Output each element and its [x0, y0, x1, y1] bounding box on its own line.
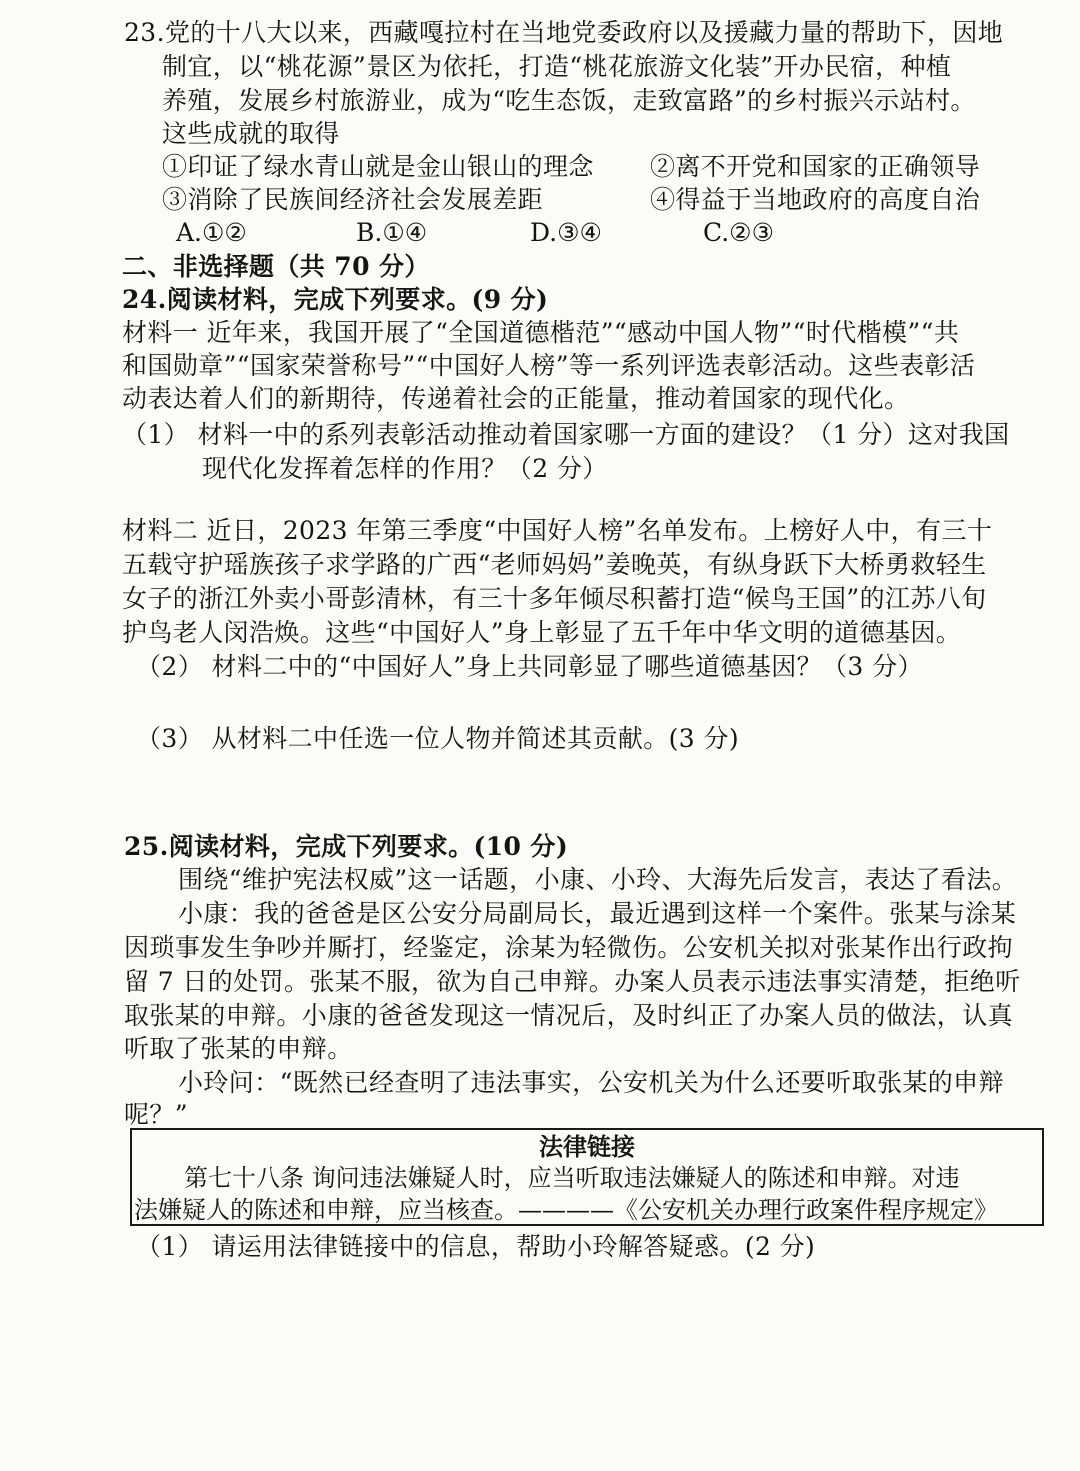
q25-heading: 25.阅读材料，完成下列要求。(10 分) — [124, 832, 569, 861]
q24-material2-line-1: 材料二 近日，2023 年第三季度“中国好人榜”名单发布。上榜好人中，有三十 — [122, 516, 993, 545]
q23-statement-2: ②离不开党和国家的正确领导 — [650, 152, 981, 181]
q24-material2-line-2: 五载守护瑶族孩子求学路的广西“老师妈妈”姜晚英，有纵身跃下大桥勇救轻生 — [122, 550, 987, 579]
q23-option-d: D.③④ — [530, 218, 602, 247]
q23-statement-4: ④得益于当地政府的高度自治 — [650, 185, 981, 214]
q23-statement-3: ③消除了民族间经济社会发展差距 — [162, 185, 544, 214]
q24-sub1-line-2: 现代化发挥着怎样的作用？（2 分） — [202, 454, 608, 483]
q25-xiaoling-line-2: 呢？” — [124, 1100, 188, 1129]
q24-material1-line-2: 和国勋章”“国家荣誉称号”“中国好人榜”等一系列评选表彰活动。这些表彰活 — [122, 351, 976, 380]
q25-xiaoling-line-1: 小玲问：“既然已经查明了违法事实，公安机关为什么还要听取张某的申辩 — [178, 1068, 1004, 1097]
law-link-line-2: 法嫌疑人的陈述和申辩，应当核查。————《公安机关办理行政案件程序规定》 — [134, 1196, 998, 1224]
q23-statement-1: ①印证了绿水青山就是金山银山的理念 — [162, 152, 594, 181]
q25-sub1: （1） 请运用法律链接中的信息，帮助小玲解答疑惑。(2 分) — [136, 1232, 816, 1261]
q24-sub1-line-1: （1） 材料一中的系列表彰活动推动着国家哪一方面的建设？（1 分）这对我国 — [122, 420, 1010, 449]
q23-line-3: 养殖，发展乡村旅游业，成为“吃生态饭，走致富路”的乡村振兴示站村。 — [162, 86, 976, 115]
law-link-box — [130, 1128, 1044, 1226]
q23-line-4: 这些成就的取得 — [162, 119, 340, 148]
q24-material1-line-1: 材料一 近年来，我国开展了“全国道德楷范”“感动中国人物”“时代楷模”“共 — [122, 318, 960, 347]
q25-xiaokang-line-1: 小康：我的爸爸是区公安分局副局长，最近遇到这样一个案件。张某与涂某 — [178, 899, 1017, 928]
q23-line-1: 23.党的十八大以来，西藏嘎拉村在当地党委政府以及援藏力量的帮助下，因地 — [124, 18, 1004, 47]
q24-material1-line-3: 动表达着人们的新期待，传递着社会的正能量，推动着国家的现代化。 — [122, 384, 910, 413]
q23-line-2: 制宜，以“桃花源”景区为依托，打造“桃花旅游文化装”开办民宿，种植 — [162, 52, 952, 81]
q25-xiaokang-line-4: 取张某的申辩。小康的爸爸发现这一情况后，及时纠正了办案人员的做法，认真 — [124, 1001, 1014, 1030]
q25-xiaokang-line-3: 留 7 日的处罚。张某不服，欲为自己申辩。办案人员表示违法事实清楚，拒绝听 — [124, 967, 1021, 996]
q25-intro: 围绕“维护宪法权威”这一话题，小康、小玲、大海先后发言，表达了看法。 — [178, 865, 1018, 894]
q25-xiaokang-line-5: 听取了张某的申辩。 — [124, 1034, 353, 1063]
q24-sub3: （3） 从材料二中任选一位人物并简述其贡献。(3 分) — [136, 724, 740, 753]
law-link-title: 法律链接 — [539, 1132, 635, 1161]
q24-material2-line-3: 女子的浙江外卖小哥彭清林，有三十多年倾尽积蓄打造“候鸟王国”的江苏八旬 — [122, 584, 987, 613]
q23-option-a: A.①② — [176, 218, 247, 247]
q23-option-b: B.①④ — [356, 218, 428, 247]
q25-xiaokang-line-2: 因琐事发生争吵并厮打，经鉴定，涂某为轻微伤。公安机关拟对张某作出行政拘 — [124, 933, 1014, 962]
q24-heading: 24.阅读材料，完成下列要求。(9 分) — [122, 285, 549, 314]
section2-heading: 二、非选择题（共 70 分） — [122, 252, 430, 281]
law-link-line-1: 第七十八条 询问违法嫌疑人时，应当听取违法嫌疑人的陈述和申辩。对违 — [184, 1164, 960, 1192]
q24-sub2: （2） 材料二中的“中国好人”身上共同彰显了哪些道德基因？（3 分） — [136, 652, 923, 681]
q23-option-c: C.②③ — [703, 218, 775, 247]
q24-material2-line-4: 护鸟老人闵浩焕。这些“中国好人”身上彰显了五千年中华文明的道德基因。 — [122, 618, 962, 647]
